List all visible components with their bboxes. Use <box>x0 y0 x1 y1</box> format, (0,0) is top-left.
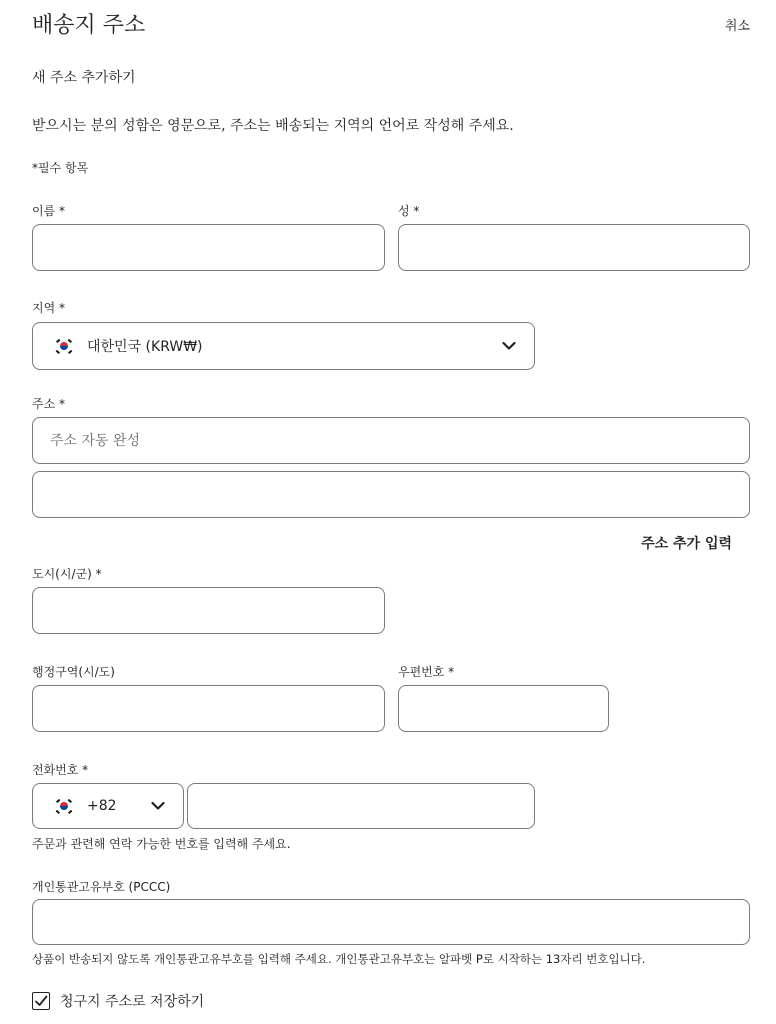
phone-helper-text: 주문과 관련해 연락 가능한 번호를 입력해 주세요. <box>32 837 291 851</box>
pccc-label: 개인통관고유부호 (PCCC) <box>32 880 171 894</box>
state-label: 행정구역(시/도) <box>32 665 115 679</box>
last-name-input[interactable] <box>399 225 749 270</box>
first-name-field <box>32 224 385 271</box>
first-name-input[interactable] <box>33 225 384 270</box>
last-name-label: 성 * <box>398 204 420 218</box>
save-billing-label: 청구지 주소로 저장하기 <box>60 994 205 1010</box>
phone-number-field <box>187 783 535 829</box>
south-korea-flag-icon <box>55 797 73 815</box>
checkmark-icon <box>32 992 50 1010</box>
last-name-field <box>398 224 750 271</box>
postal-code-field <box>398 685 609 732</box>
page-title: 배송지 주소 <box>32 13 146 38</box>
pccc-field <box>32 899 750 945</box>
required-note: *필수 항목 <box>32 161 89 175</box>
south-korea-flag-icon <box>55 337 73 355</box>
region-selected-value: 대한민국 (KRW₩) <box>87 339 203 355</box>
region-select[interactable] <box>32 322 535 370</box>
chevron-down-icon <box>502 341 516 351</box>
address-label: 주소 * <box>32 397 65 411</box>
region-label: 지역 * <box>32 301 65 315</box>
phone-label: 전화번호 * <box>32 763 89 777</box>
pccc-input[interactable] <box>33 900 749 944</box>
phone-country-select[interactable] <box>32 783 184 829</box>
city-field <box>32 587 385 634</box>
add-address-line-button[interactable]: 주소 추가 입력 <box>641 536 732 552</box>
form-subtitle: 새 주소 추가하기 <box>32 70 136 86</box>
phone-country-code: +82 <box>87 798 117 814</box>
cancel-link[interactable]: 취소 <box>724 19 750 34</box>
address-autocomplete-input[interactable] <box>33 418 749 463</box>
address-line1-field <box>32 417 750 464</box>
address-line2-input[interactable] <box>33 472 749 517</box>
city-input[interactable] <box>33 588 384 633</box>
city-label: 도시(시/군) * <box>32 567 102 581</box>
chevron-down-icon <box>151 801 165 811</box>
state-input[interactable] <box>33 686 384 731</box>
postal-code-input[interactable] <box>399 686 608 731</box>
state-field <box>32 685 385 732</box>
save-billing-checkbox[interactable] <box>32 992 50 1010</box>
address-line2-field <box>32 471 750 518</box>
save-billing-checkbox-row[interactable] <box>32 991 204 1011</box>
first-name-label: 이름 * <box>32 204 65 218</box>
postal-code-label: 우편번호 * <box>398 665 455 679</box>
phone-number-input[interactable] <box>188 784 534 828</box>
form-notice: 받으시는 분의 성함은 영문으로, 주소는 배송되는 지역의 언어로 작성해 주세요. <box>32 118 514 134</box>
pccc-helper-text: 상품이 반송되지 않도록 개인통관고유부호를 입력해 주세요. 개인통관고유부호는 알파벳 P로 시작하는 13자리 번호입니다. <box>32 952 646 966</box>
